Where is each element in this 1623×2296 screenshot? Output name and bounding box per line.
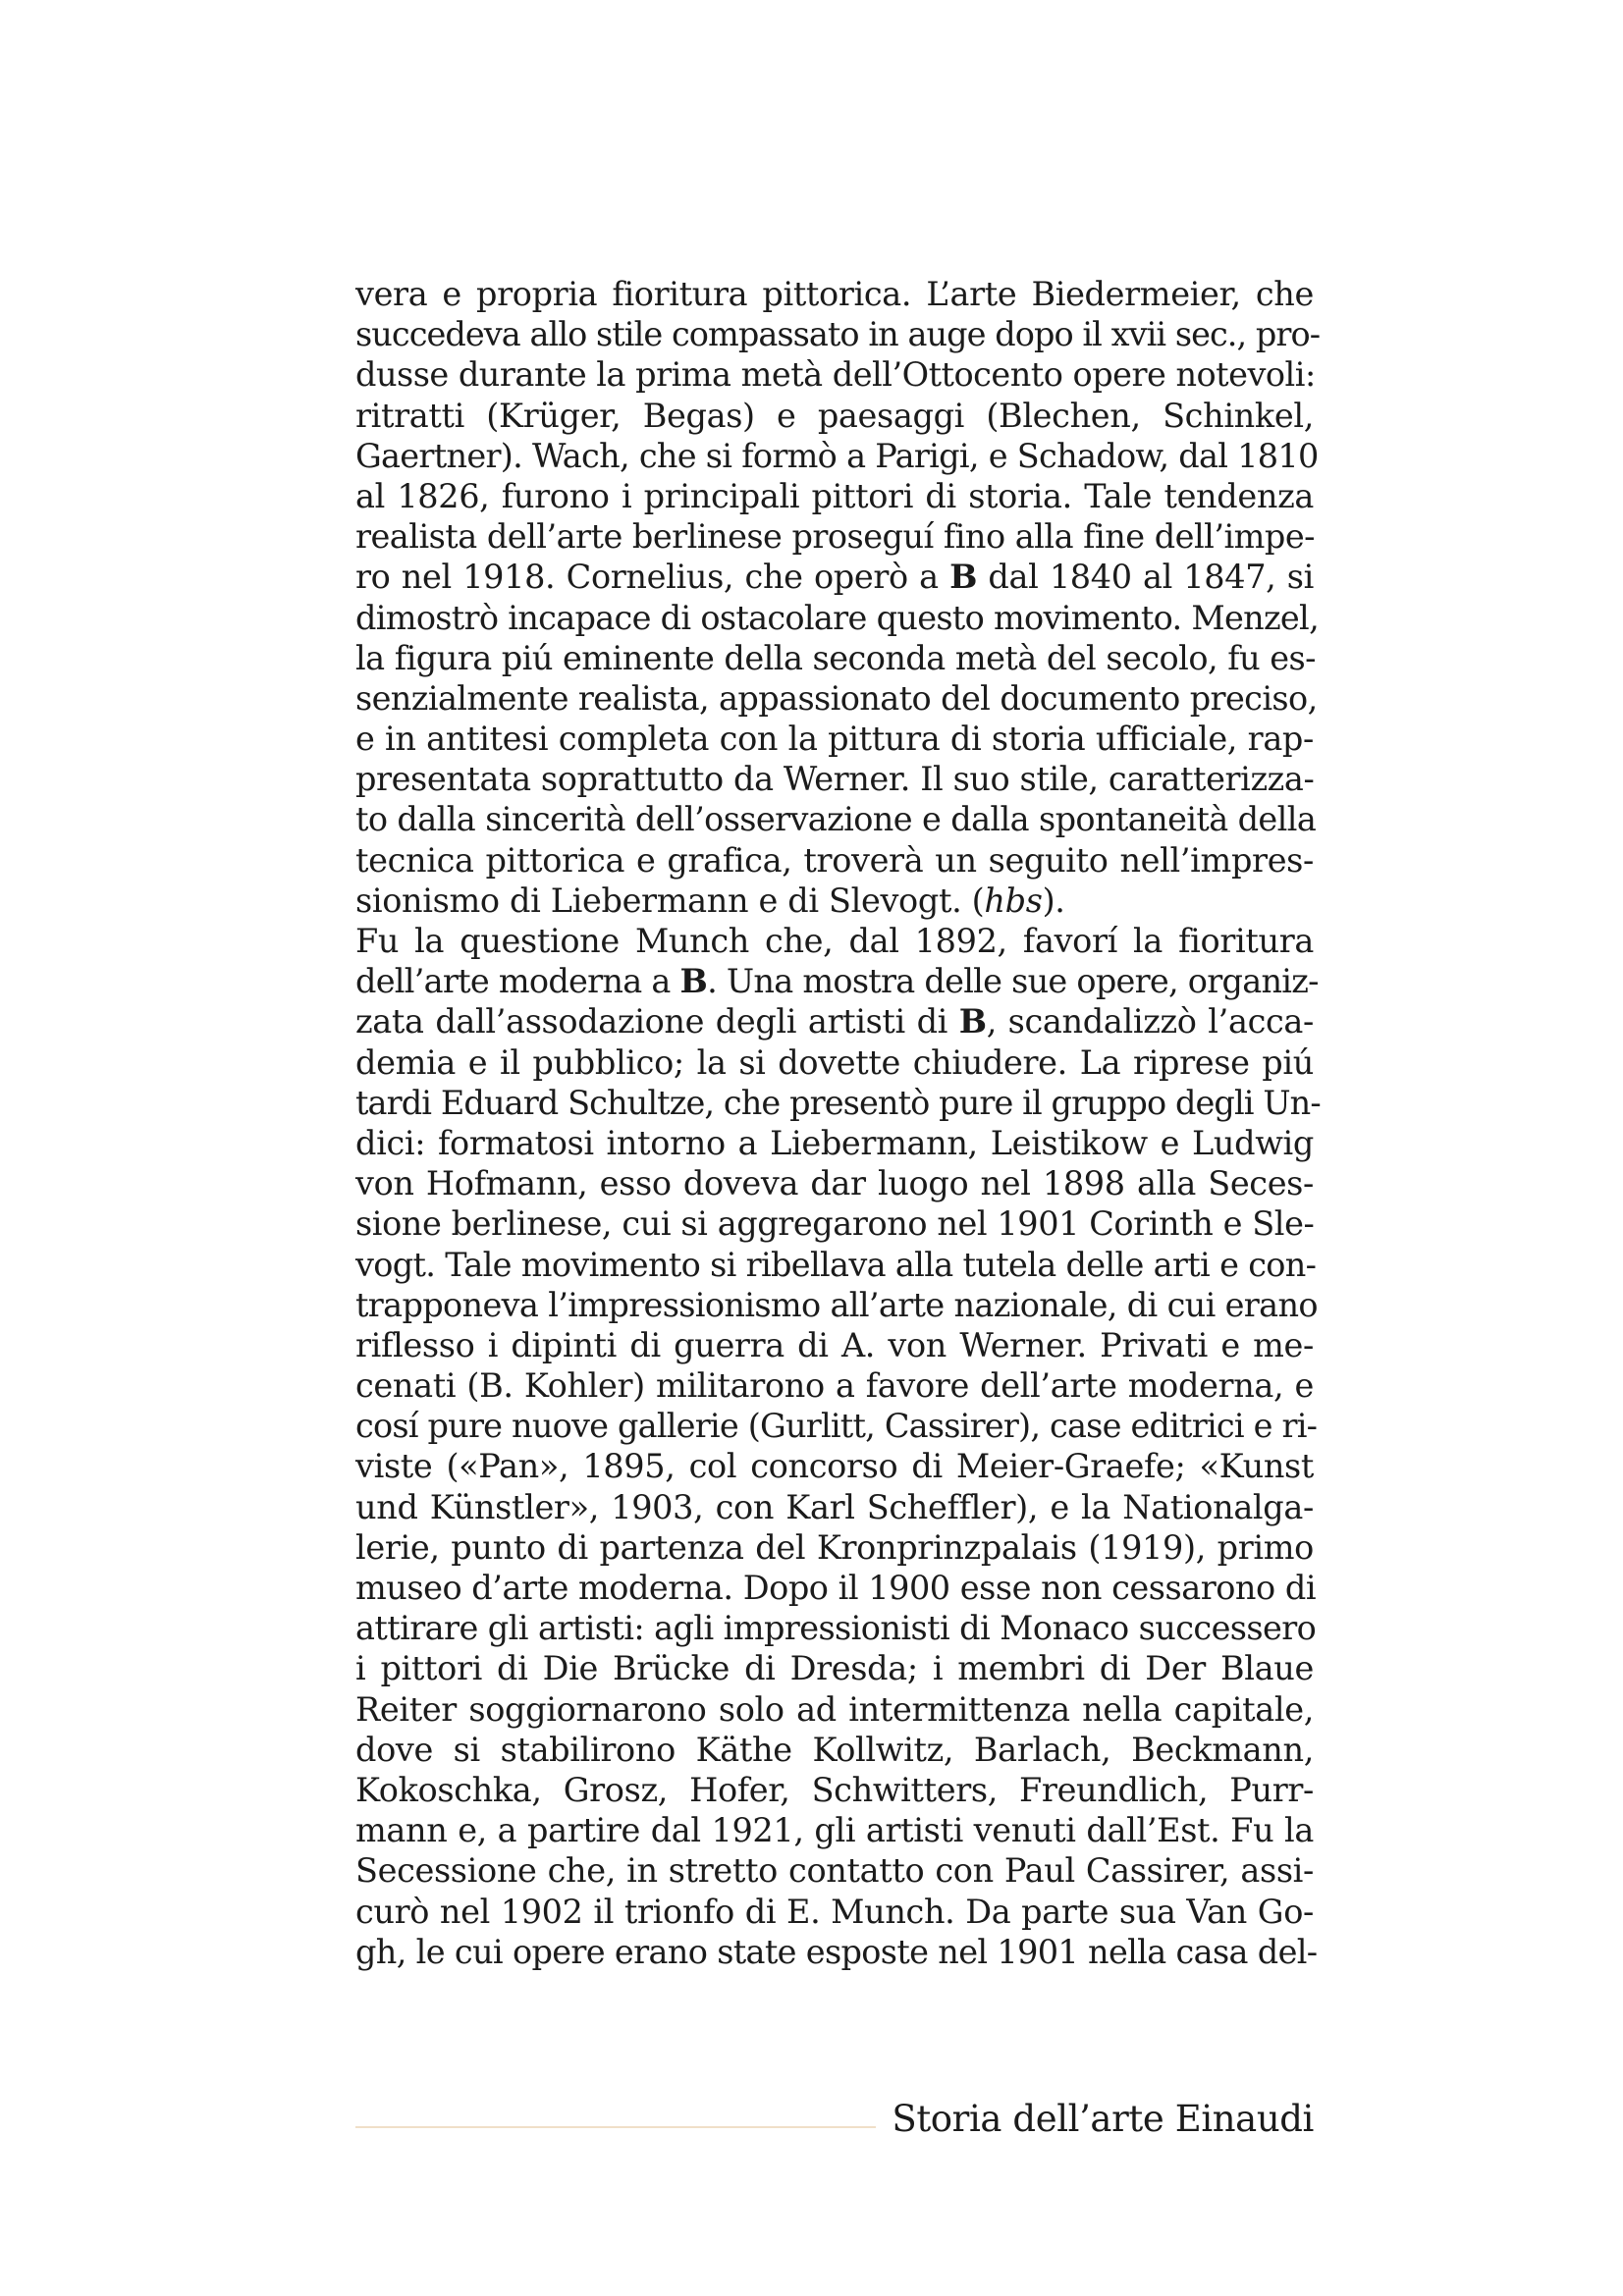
text-line: succedeva allo stile compassato in auge dopo il xvii sec., pro- — [355, 315, 1321, 354]
text-line: Kokoschka, Grosz, Hofer, Schwitters, Freundlich, Purr- — [355, 1770, 1314, 1809]
text-line: dove si stabilirono Käthe Kollwitz, Barlach, Beckmann, — [355, 1730, 1314, 1769]
text-line: zata dall’assodazione degli artisti di B, scandalizzò l’acca- — [355, 1002, 1314, 1041]
text-line: cenati (B. Kohler) militarono a favore dell’arte moderna, e — [355, 1366, 1314, 1406]
text-line: al 1826, furono i principali pittori di storia. Tale tendenza — [355, 476, 1314, 515]
body-text — [355, 274, 1321, 1972]
footer-publisher-label: Storia dell’arte Einaudi — [892, 2098, 1314, 2140]
text-line: tardi Eduard Schultze, che presentò pure il gruppo degli Un- — [355, 1083, 1321, 1122]
text-line: Gaertner). Wach, che si formò a Parigi, e Schadow, dal 1810 — [355, 436, 1319, 475]
text-line: attirare gli artisti: agli impressionisti di Monaco successero — [355, 1609, 1317, 1648]
text-line: la figura piú eminente della seconda metà del secolo, fu es- — [355, 638, 1316, 677]
text-line: i pittori di Die Brücke di Dresda; i membri di Der Blaue — [355, 1649, 1314, 1688]
text-line: dell’arte moderna a B. Una mostra delle sue opere, organiz- — [355, 962, 1319, 1001]
text-line: tecnica pittorica e grafica, troverà un seguito nell’impres- — [355, 840, 1314, 880]
text-line: viste («Pan», 1895, col concorso di Meier-Graefe; «Kunst — [355, 1447, 1314, 1486]
text-line-paragraph-end: sionismo di Liebermann e di Slevogt. (hbs). — [355, 881, 1065, 920]
text-line: riflesso i dipinti di guerra di A. von Werner. Privati e me- — [355, 1325, 1314, 1364]
text-line: lerie, punto di partenza del Kronprinzpalais (1919), primo — [355, 1527, 1314, 1567]
text-line: trapponeva l’impressionismo all’arte nazionale, di cui erano — [355, 1285, 1318, 1324]
text-line: demia e il pubblico; la si dovette chiudere. La riprese piú — [355, 1042, 1314, 1082]
text-line: und Künstler», 1903, con Karl Scheffler), e la Nationalga- — [355, 1487, 1314, 1526]
text-line: realista dell’arte berlinese proseguí fino alla fine dell’impe- — [355, 517, 1315, 557]
text-line: Secessione che, in stretto contatto con Paul Cassirer, assi- — [355, 1851, 1314, 1891]
text-line: senzialmente realista, appassionato del documento preciso, — [355, 678, 1318, 718]
text-line: von Hofmann, esso doveva dar luogo nel 1898 alla Seces- — [355, 1164, 1314, 1203]
text-line: mann e, a partire dal 1921, gli artisti venuti dall’Est. Fu la — [355, 1811, 1314, 1850]
text-line: gh, le cui opere erano state esposte nel 1901 nella casa del- — [355, 1932, 1318, 1971]
text-line-paragraph-start: Fu la questione Munch che, dal 1892, favorí la fioritura — [355, 922, 1314, 960]
text-line: ritratti (Krüger, Begas) e paesaggi (Blechen, Schinkel, — [355, 396, 1314, 435]
text-line: museo d’arte moderna. Dopo il 1900 esse non cessarono di — [355, 1569, 1317, 1607]
text-line: vera e propria fioritura pittorica. L’arte Biedermeier, che — [355, 275, 1314, 313]
footer-divider — [355, 2126, 876, 2128]
text-line: vogt. Tale movimento si ribellava alla tutela delle arti e con- — [355, 1245, 1317, 1284]
text-line: cosí pure nuove gallerie (Gurlitt, Cassirer), case editrici e ri- — [355, 1407, 1318, 1446]
text-line: Reiter soggiornarono solo ad intermittenza nella capitale, — [355, 1689, 1314, 1729]
text-line: e in antitesi completa con la pittura di storia ufficiale, rap- — [355, 720, 1314, 759]
text-line: to dalla sincerità dell’osservazione e dalla spontaneità della — [355, 800, 1317, 839]
text-line: dici: formatosi intorno a Liebermann, Leistikow e Ludwig — [355, 1123, 1314, 1162]
text-line: ro nel 1918. Cornelius, che operò a B dal 1840 al 1847, si — [355, 558, 1314, 597]
text-line: presentata soprattutto da Werner. Il suo stile, caratterizza- — [355, 760, 1315, 799]
text-line: dimostrò incapace di ostacolare questo movimento. Menzel, — [355, 598, 1320, 637]
text-line: dusse durante la prima metà dell’Ottocento opere notevoli: — [355, 355, 1316, 395]
text-line: sione berlinese, cui si aggregarono nel 1901 Corinth e Sle- — [355, 1204, 1315, 1244]
text-line: curò nel 1902 il trionfo di E. Munch. Da parte sua Van Go- — [355, 1892, 1314, 1931]
